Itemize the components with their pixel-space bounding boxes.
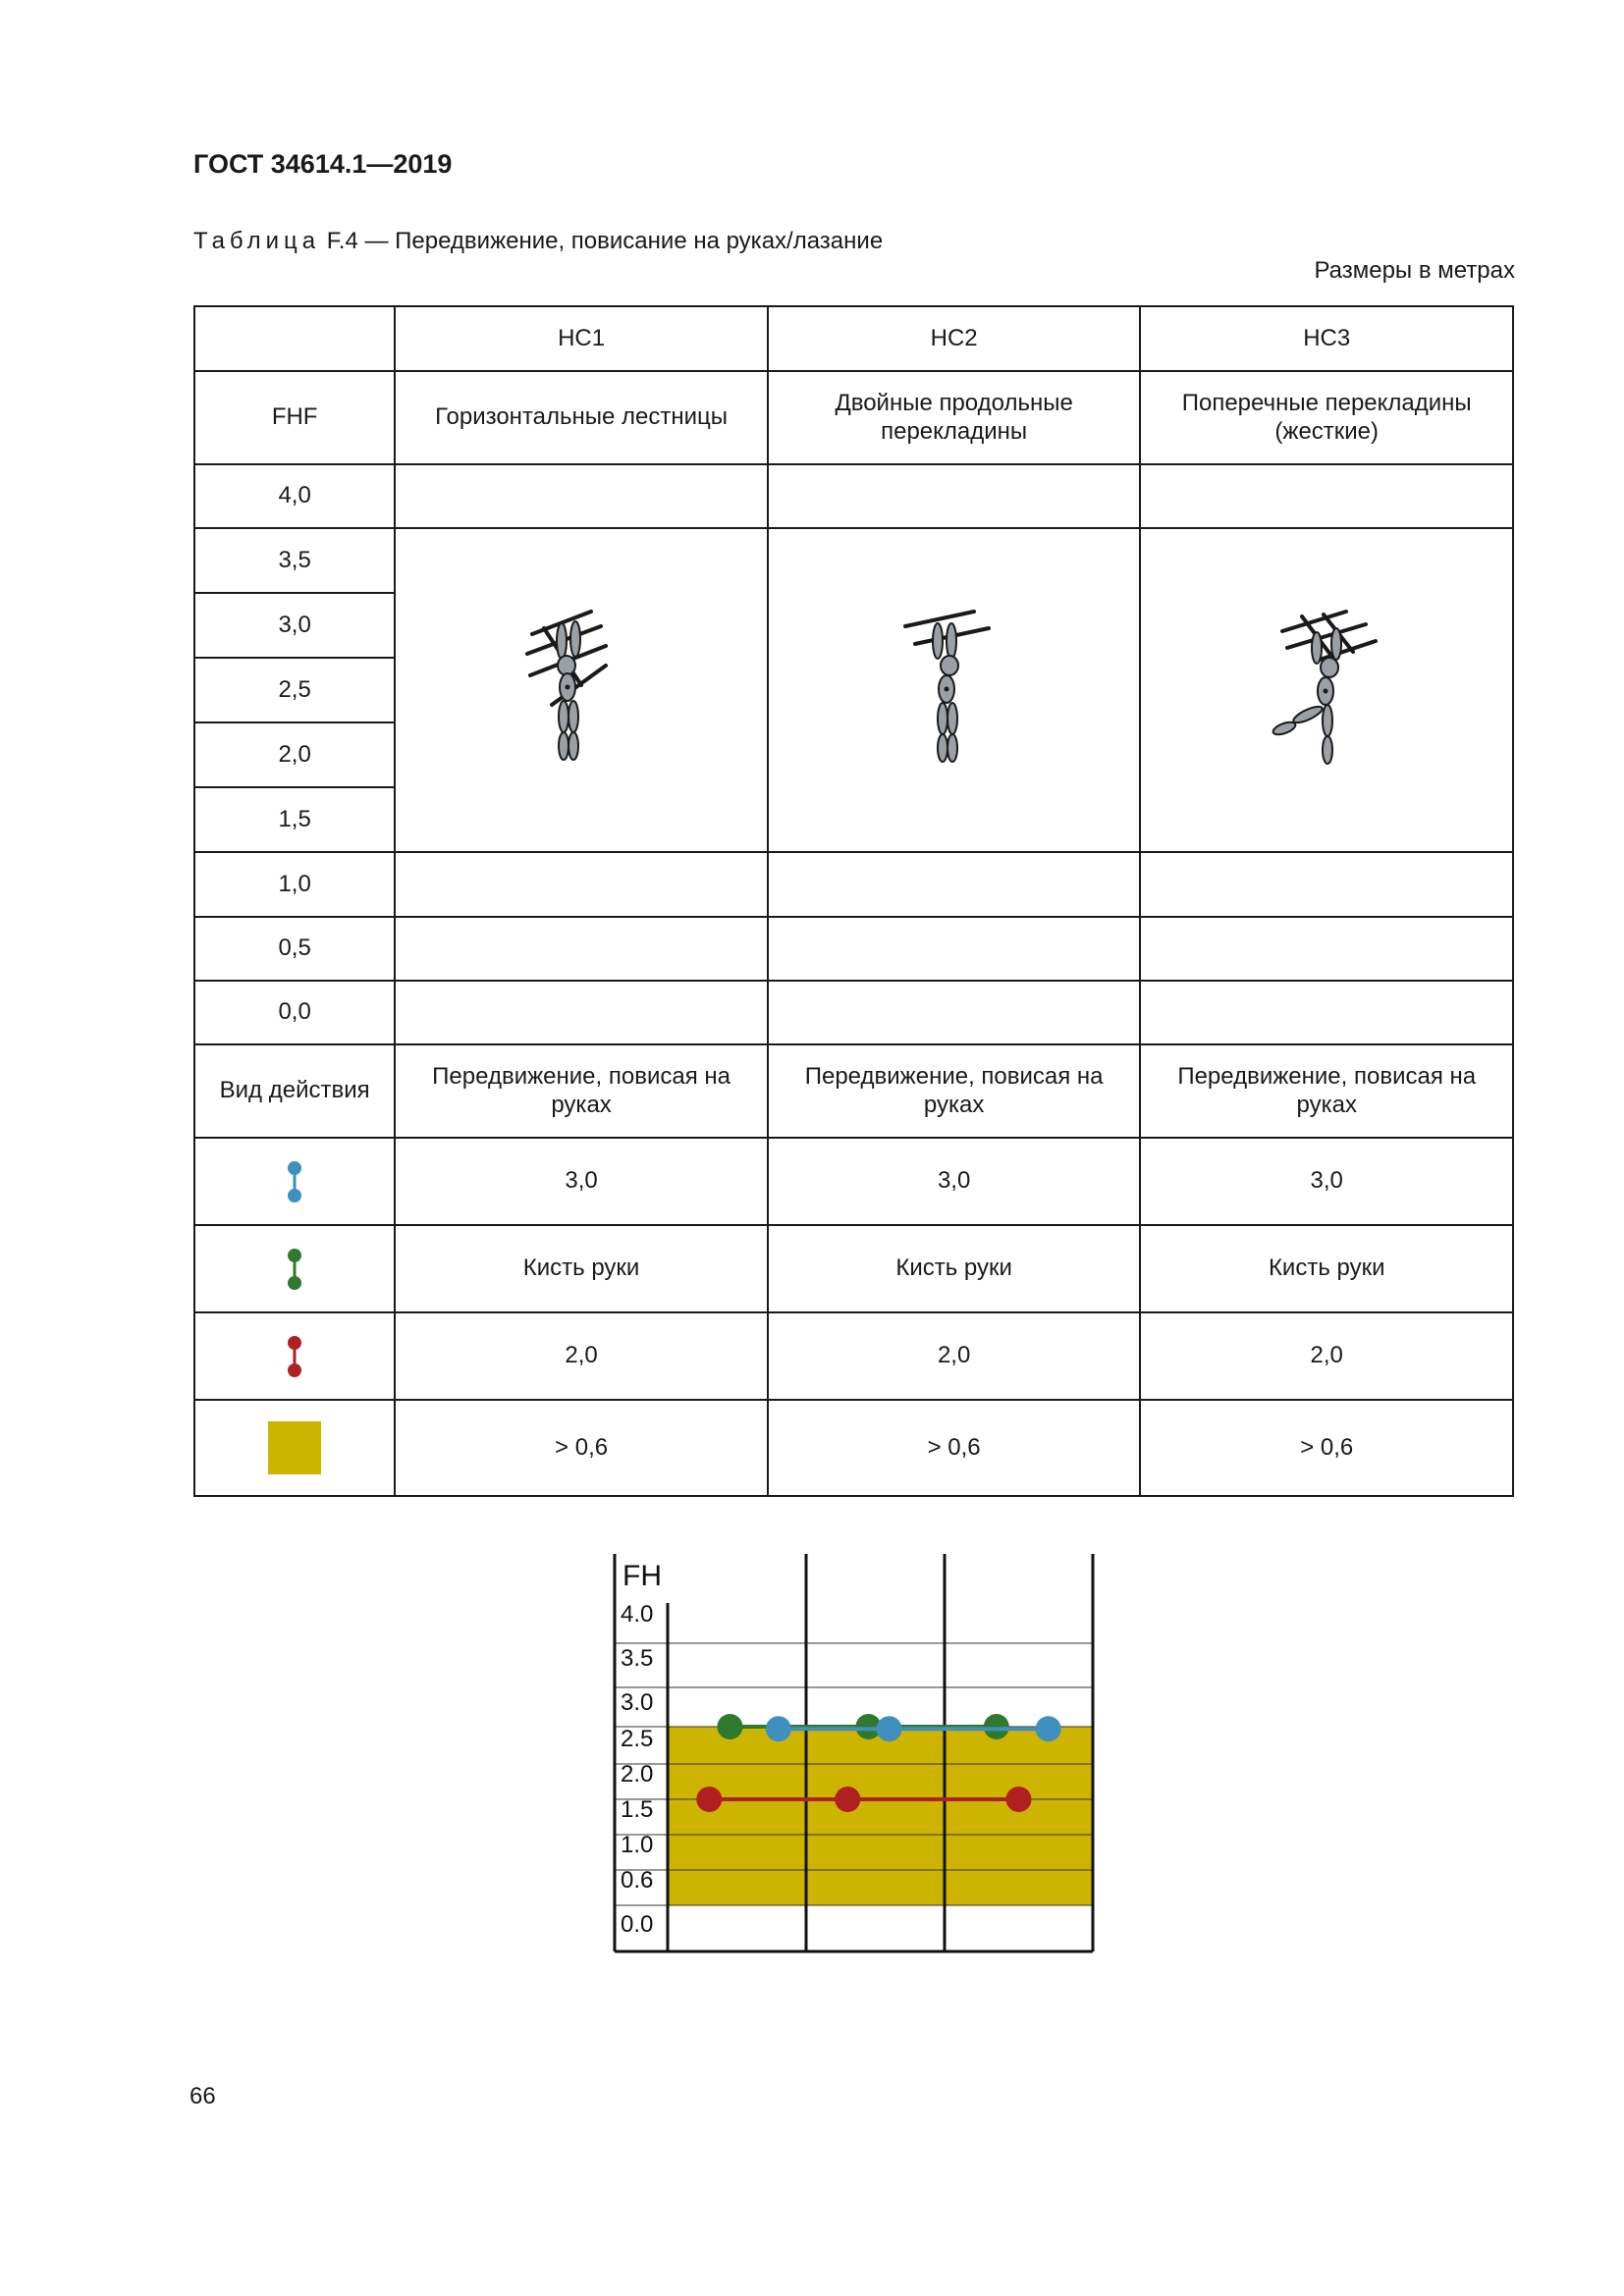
page-number: 66: [189, 2083, 216, 2109]
caption-label: Таблица: [193, 228, 321, 254]
figure-cell-hc2: [768, 528, 1141, 852]
fhf-level: 1,5: [194, 787, 395, 852]
legend-value: Кисть руки: [768, 1225, 1141, 1312]
table-row: [194, 1138, 1513, 1225]
legend-value: > 0,6: [395, 1400, 768, 1496]
table-row: [194, 1312, 1513, 1400]
table-row: [194, 981, 1513, 1044]
caption-number: F.4: [326, 228, 358, 254]
y-axis-label: FH: [623, 1560, 662, 1592]
column-header: HC2: [768, 306, 1141, 371]
y-tick-label: 1.0: [621, 1832, 654, 1858]
fhf-level: 0,0: [194, 981, 395, 1044]
y-tick-label: 2.5: [621, 1726, 654, 1752]
legend-yellow-cell: [194, 1400, 395, 1496]
empty-cell: [768, 464, 1141, 528]
empty-cell: [768, 981, 1141, 1044]
legend-blue-cell: [194, 1138, 395, 1225]
table-row: [194, 1044, 1513, 1138]
figure-cell-hc3: [1140, 528, 1513, 852]
column-header: HC3: [1140, 306, 1513, 371]
legend-value: 2,0: [1140, 1312, 1513, 1400]
table-row: [194, 371, 1513, 464]
green-dumbbell-icon: [285, 1247, 304, 1292]
fhf-level: 0,5: [194, 917, 395, 981]
red-point: [1006, 1787, 1032, 1812]
legend-value: Кисть руки: [1140, 1225, 1513, 1312]
table-row: [194, 1400, 1513, 1496]
action-cell: Передвижение, повисая на руках: [1140, 1044, 1513, 1138]
equipment-cell: Горизонтальные лестницы: [395, 371, 768, 464]
hanging-figure-icon: [522, 607, 640, 774]
hand-point: [717, 1714, 742, 1739]
y-tick-label: 3.0: [621, 1689, 654, 1716]
y-tick-label: 2.0: [621, 1761, 654, 1788]
legend-green-cell: [194, 1225, 395, 1312]
fhf-level: 1,0: [194, 852, 395, 917]
empty-cell: [395, 917, 768, 981]
y-tick-label: 3.5: [621, 1645, 654, 1672]
empty-cell: [1140, 464, 1513, 528]
hanging-figure-icon: [895, 607, 1013, 774]
y-tick-label: 1.5: [621, 1796, 654, 1823]
equipment-cell: Поперечные перекладины (жесткие): [1140, 371, 1513, 464]
empty-cell: [395, 981, 768, 1044]
blue-dumbbell-icon: [285, 1159, 304, 1204]
fhf-level: 4,0: [194, 464, 395, 528]
row-header-label: FHF: [194, 371, 395, 464]
table-caption: [193, 228, 883, 255]
table-row: [194, 917, 1513, 981]
blue-point: [766, 1716, 791, 1741]
red-point: [835, 1787, 860, 1812]
action-label: Вид действия: [194, 1044, 395, 1138]
fall-height-chart: [609, 1549, 1110, 1961]
legend-red-cell: [194, 1312, 395, 1400]
red-dumbbell-icon: [285, 1334, 304, 1379]
empty-cell: [1140, 981, 1513, 1044]
table-row: [194, 464, 1513, 528]
y-tick-label: 4.0: [621, 1601, 654, 1628]
motion-table: [193, 305, 1514, 1497]
empty-cell: [395, 464, 768, 528]
figure-cell-hc1: [395, 528, 768, 852]
empty-cell: [1140, 917, 1513, 981]
hanging-figure-icon: [1263, 607, 1390, 774]
table-row: [194, 528, 1513, 593]
legend-value: > 0,6: [768, 1400, 1141, 1496]
red-point: [696, 1787, 722, 1812]
legend-value: Кисть руки: [395, 1225, 768, 1312]
legend-value: 3,0: [395, 1138, 768, 1225]
y-tick-label: 0.6: [621, 1867, 654, 1894]
legend-value: 2,0: [768, 1312, 1141, 1400]
column-header: HC1: [395, 306, 768, 371]
fhf-level: 3,0: [194, 593, 395, 658]
legend-value: 3,0: [768, 1138, 1141, 1225]
table-row: [194, 1225, 1513, 1312]
empty-cell: [1140, 852, 1513, 917]
action-cell: Передвижение, повисая на руках: [395, 1044, 768, 1138]
yellow-square-icon: [268, 1421, 321, 1474]
free-space-band: [668, 1727, 1093, 1905]
blue-point: [1036, 1716, 1061, 1741]
equipment-cell: Двойные продольные перекладины: [768, 371, 1141, 464]
empty-cell: [395, 852, 768, 917]
corner-cell: [194, 306, 395, 371]
fhf-level: 2,0: [194, 722, 395, 787]
empty-cell: [768, 852, 1141, 917]
fhf-level: 3,5: [194, 528, 395, 593]
action-cell: Передвижение, повисая на руках: [768, 1044, 1141, 1138]
empty-cell: [768, 917, 1141, 981]
caption-title: — Передвижение, повисание на руках/лазание: [364, 228, 884, 254]
table-row: [194, 306, 1513, 371]
legend-value: 3,0: [1140, 1138, 1513, 1225]
blue-point: [877, 1716, 902, 1741]
table-row: [194, 852, 1513, 917]
legend-value: > 0,6: [1140, 1400, 1513, 1496]
units-note: Размеры в метрах: [1314, 257, 1515, 284]
legend-value: 2,0: [395, 1312, 768, 1400]
hand-point: [984, 1714, 1009, 1739]
y-tick-label: 0.0: [621, 1911, 654, 1938]
fhf-level: 2,5: [194, 658, 395, 722]
document-id: ГОСТ 34614.1—2019: [193, 149, 453, 179]
